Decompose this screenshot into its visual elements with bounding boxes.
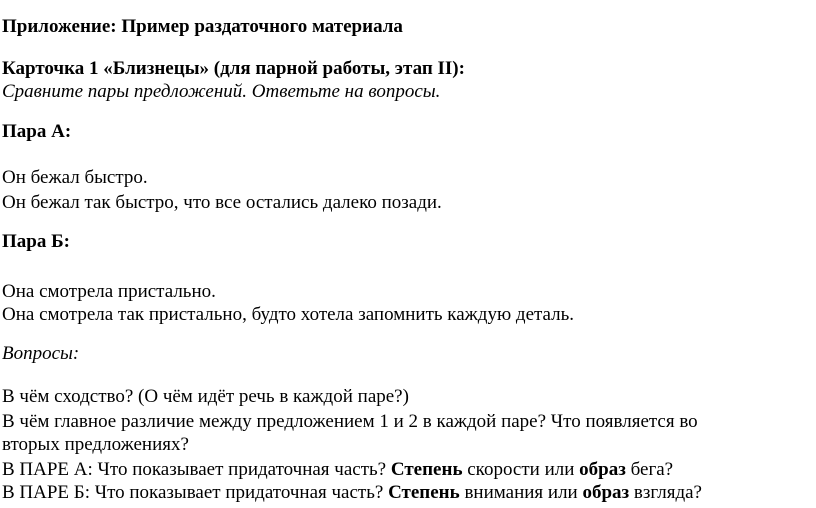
question-3-bold-manner: образ — [579, 459, 626, 480]
document-title: Приложение: Пример раздаточного материала — [2, 16, 403, 37]
question-3-prefix: В ПАРЕ А: Что показывает придаточная часть? — [2, 459, 391, 480]
question-2-line-2: вторых предложениях? — [2, 434, 189, 455]
question-4-bold-degree: Степень — [388, 482, 460, 503]
pair-b-sentence-1: Она смотрела пристально. — [2, 281, 216, 302]
questions-heading: Вопросы: — [2, 343, 80, 364]
card-heading: Карточка 1 «Близнецы» (для парной работы, этап II): — [2, 58, 465, 79]
instruction-text: Сравните пары предложений. Ответьте на вопросы. — [2, 81, 441, 102]
question-4-suffix: взгляда? — [629, 482, 702, 503]
pair-a-sentence-1: Он бежал быстро. — [2, 167, 148, 188]
question-4 — [2, 482, 702, 504]
question-3-middle: скорости или — [462, 459, 580, 480]
pair-a-sentence-2: Он бежал так быстро, что все остались далеко позади. — [2, 192, 442, 213]
question-3 — [2, 459, 673, 481]
pair-a-heading: Пара А: — [2, 121, 72, 142]
question-3-bold-degree: Степень — [390, 459, 463, 480]
pair-b-heading: Пара Б: — [2, 231, 70, 252]
question-1: В чём сходство? (О чём идёт речь в каждой паре?) — [2, 386, 409, 407]
question-4-bold-manner: образ — [582, 482, 630, 503]
pair-b-sentence-2: Она смотрела так пристально, будто хотела запомнить каждую деталь. — [2, 304, 575, 325]
question-3-suffix: бега? — [625, 459, 674, 480]
question-4-prefix: В ПАРЕ Б: Что показывает придаточная часть? — [2, 482, 389, 503]
question-2-line-1: В чём главное различие между предложением 1 и 2 в каждой паре? Что появляется во — [2, 411, 698, 432]
question-4-middle: внимания или — [459, 482, 583, 503]
